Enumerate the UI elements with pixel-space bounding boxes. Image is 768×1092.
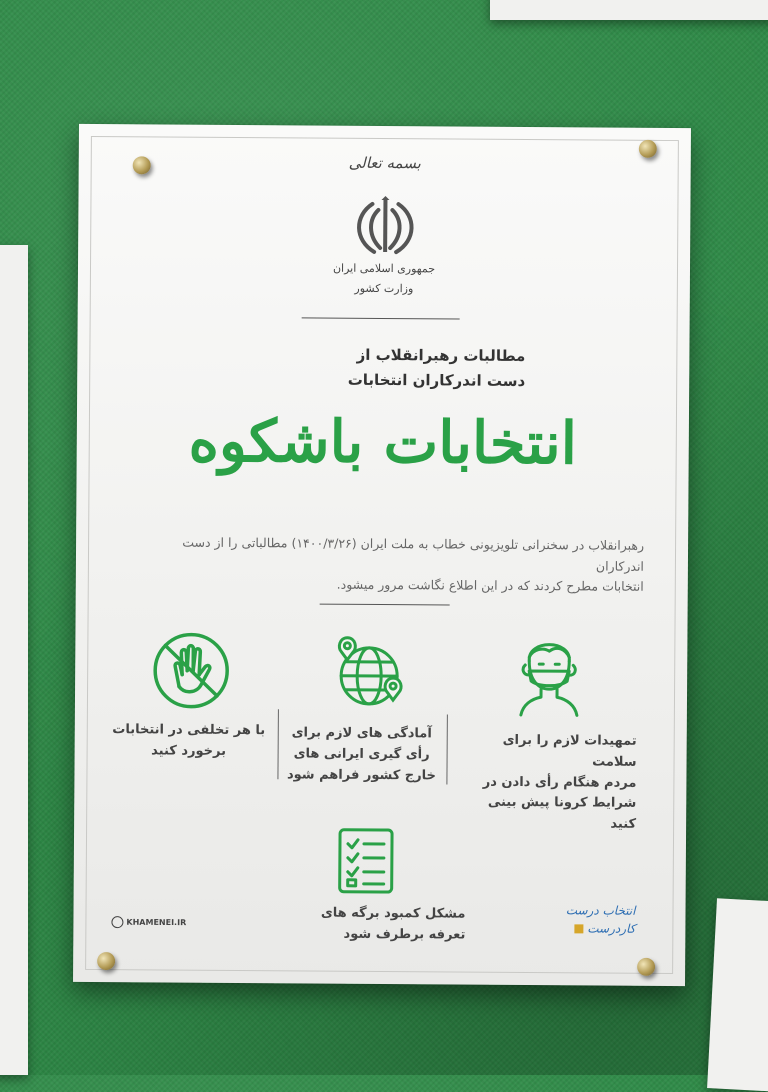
site-logo-icon [111,916,123,928]
pushpin-icon [133,156,151,174]
intro-text [136,532,644,597]
subtitle-line-1: مطالبات رهبرانقلاب از [247,345,525,365]
ministry-name: وزارت کشور [298,281,470,295]
government-name: جمهوری اسلامی ایران [298,261,470,275]
globe-pin-icon [331,634,412,715]
ballot-box-icon [574,924,583,933]
subtitle-line-2: دست اندرکاران انتخابات [247,370,525,390]
checklist-icon [336,826,396,896]
khamenei-site-logo: KHAMENEI.IR [111,916,186,929]
background-paper-top [490,0,768,20]
campaign-logo: انتخاب درست کاردرست [545,901,635,938]
headline: انتخابات باشکوه [127,406,639,479]
stop-hand-icon [151,630,232,711]
background-paper-right [707,898,768,1091]
demand-ballot-shortage: مشکل کمبود برگه های تعرفه برطرف شود [295,903,465,946]
intro-line-1: رهبرانقلاب در سخنرانی تلویزیونی خطاب به ملت ایران (۱۴۰۰/۳/۲۶) مطالباتی را از دست اندرکاران [136,532,644,577]
pushpin-icon [637,958,655,976]
basmala: بسمه تعالی [279,153,491,172]
demand-handle-violations: با هر تخلفی در انتخابات برخورد کنید [109,720,269,763]
poster [73,124,691,986]
demand-overseas-voting: آمادگی های لازم برای رأی گیری ایرانی های خارج کشور فراهم شود [286,723,436,786]
iran-emblem-icon [350,196,420,258]
intro-line-2: انتخابات مطرح کردند که در این اطلاع نگاشت مرور میشود. [136,574,644,598]
face-mask-icon [513,627,586,718]
pushpin-icon [97,952,115,970]
pushpin-icon [639,140,657,158]
background-paper-left [0,245,28,1075]
demand-health-measures: تمهیدات لازم را برای سلامت مردم هنگام رأی دادن در شرایط کرونا پیش بینی کنید [466,731,637,836]
